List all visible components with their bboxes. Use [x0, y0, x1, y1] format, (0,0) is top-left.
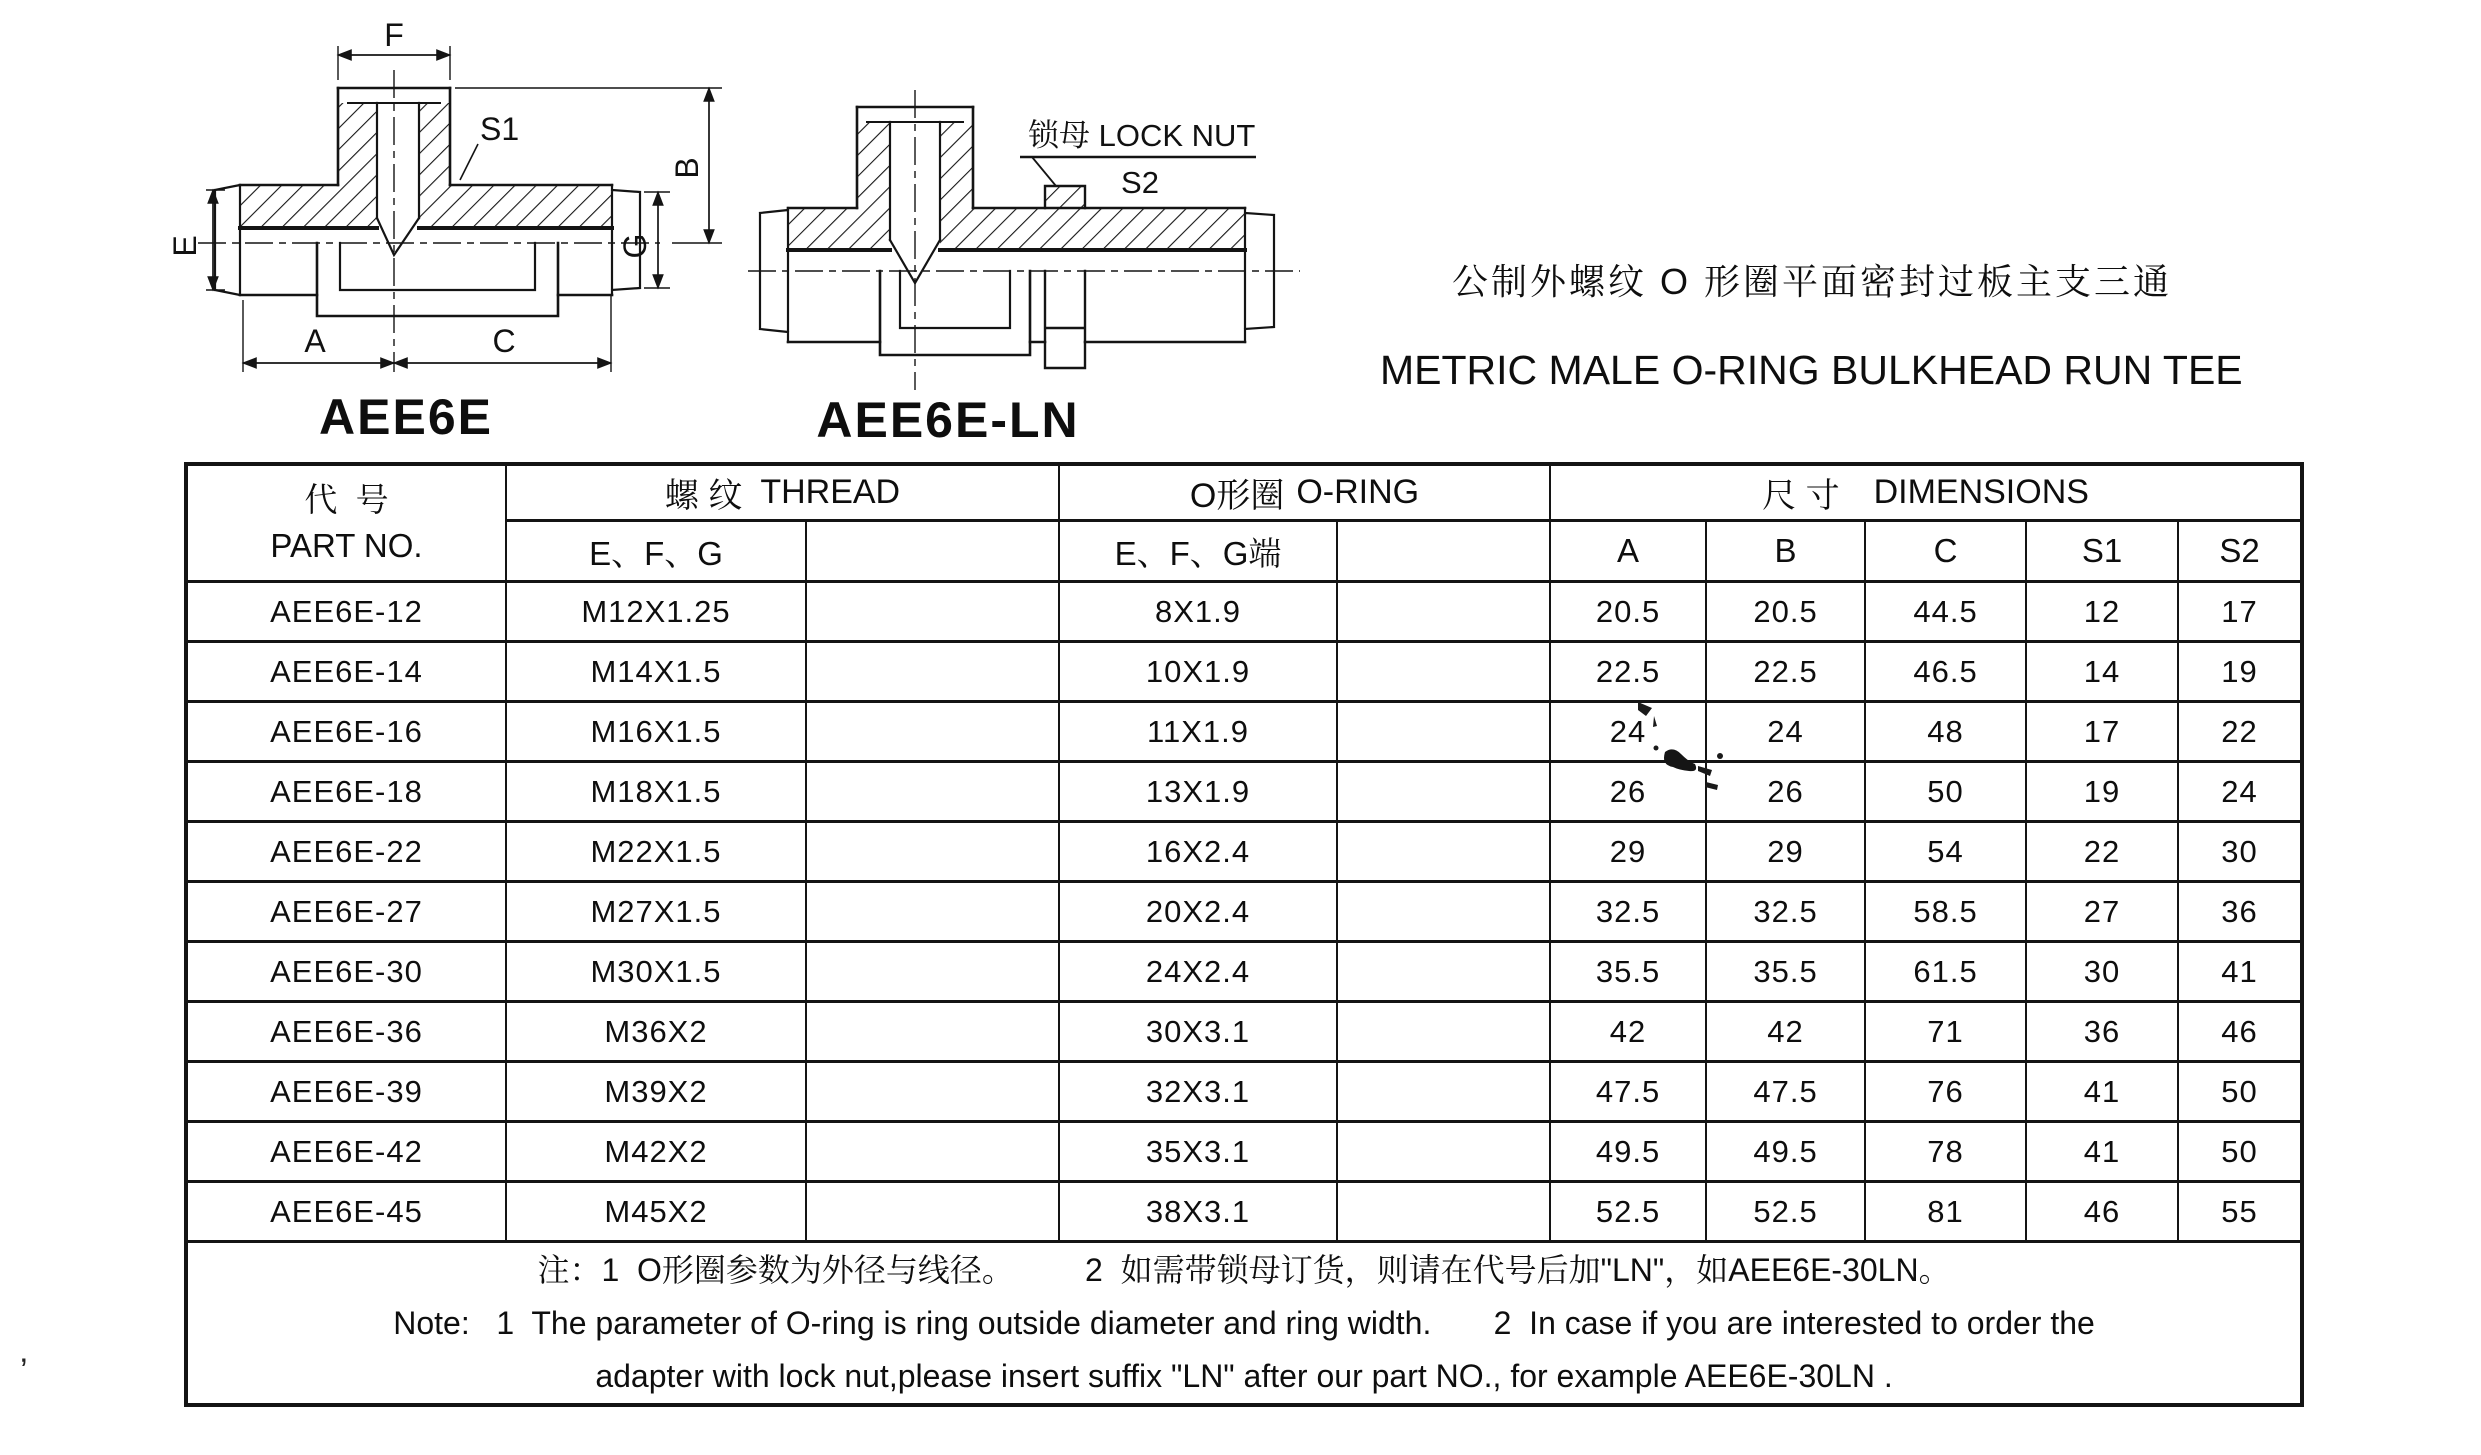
note-line-english-1: Note: 1 The parameter of O-ring is ring outside diameter and ring width. 2 In case if you are interested to order the [393, 1304, 2095, 1341]
dim-b-cell: 32.5 [1706, 882, 1865, 942]
dim-b-cell: 20.5 [1706, 582, 1865, 642]
oring-cell: 11X1.9 [1059, 702, 1337, 762]
product-title-chinese: 公制外螺纹 O 形圈平面密封过板主支三通 [1452, 261, 2173, 302]
scan-artifact-mark: ’ [20, 1352, 28, 1390]
dim-s2-cell: 41 [2178, 942, 2302, 1002]
dim-s1-cell: 41 [2026, 1062, 2178, 1122]
dim-c-cell: 54 [1865, 822, 2026, 882]
lock-nut-hatch [1045, 186, 1085, 208]
note-line-chinese: 注：1 O形圈参数为外径与线径。 2 如需带锁母订货，则请在代号后加"LN"，如AEE6E-30LN。 [537, 1251, 1951, 1288]
dim-c-cell: 46.5 [1865, 642, 2026, 702]
thread-cell: M42X2 [506, 1122, 806, 1182]
thread-empty-cell [806, 1182, 1059, 1242]
table-row [186, 1122, 2302, 1182]
note-line-english-2: adapter with lock nut,please insert suffix "LN" after our part NO., for example AEE6E-30LN . [595, 1357, 1893, 1394]
lock-nut-label: 锁母 LOCK NUT [1028, 118, 1256, 153]
dim-label-g: G [617, 233, 653, 259]
oring-cell: 35X3.1 [1059, 1122, 1337, 1182]
header-dimensions-zh: 尺 寸 [1762, 477, 1840, 515]
dim-s2-cell: 22 [2178, 702, 2302, 762]
part-no-cell: AEE6E-42 [186, 1122, 506, 1182]
dim-a-cell: 24 [1550, 702, 1706, 762]
dim-s1-cell: 14 [2026, 642, 2178, 702]
thread-empty-cell [806, 582, 1059, 642]
dim-a-cell: 26 [1550, 762, 1706, 822]
dim-a-cell: 32.5 [1550, 882, 1706, 942]
oring-cell: 32X3.1 [1059, 1062, 1337, 1122]
header-thread-en: THREAD [760, 473, 901, 511]
section-hatch-left [788, 122, 890, 250]
thread-cell: M12X1.25 [506, 582, 806, 642]
header-oring-sub: E、F、G端 [1059, 521, 1337, 582]
thread-empty-cell [806, 642, 1059, 702]
header-dimensions-en: DIMENSIONS [1873, 473, 2089, 511]
oring-empty-cell [1337, 642, 1550, 702]
oring-empty-cell [1337, 1182, 1550, 1242]
thread-cell: M14X1.5 [506, 642, 806, 702]
scan-ink-smudge [1610, 690, 1740, 800]
dim-a-cell: 49.5 [1550, 1122, 1706, 1182]
part-no-cell: AEE6E-12 [186, 582, 506, 642]
note-cell [186, 1242, 2302, 1406]
spec-table-body [186, 582, 2302, 1242]
dim-a-cell: 42 [1550, 1002, 1706, 1062]
header-thread-zh: 螺 纹 [664, 477, 743, 515]
product-title-english: METRIC MALE O-RING BULKHEAD RUN TEE [1380, 347, 2243, 393]
oring-cell: 24X2.4 [1059, 942, 1337, 1002]
thread-empty-cell [806, 1062, 1059, 1122]
part-no-cell: AEE6E-18 [186, 762, 506, 822]
header-dim-s2: S2 [2178, 521, 2302, 582]
dim-s2-cell: 24 [2178, 762, 2302, 822]
part-no-cell: AEE6E-39 [186, 1062, 506, 1122]
dim-s1-cell: 41 [2026, 1122, 2178, 1182]
dim-a-cell: 29 [1550, 822, 1706, 882]
dim-s2-cell: 55 [2178, 1182, 2302, 1242]
dim-b-cell: 24 [1706, 702, 1865, 762]
part-no-cell: AEE6E-45 [186, 1182, 506, 1242]
dim-b-cell: 22.5 [1706, 642, 1865, 702]
dim-label-b: B [669, 157, 705, 179]
oring-empty-cell [1337, 882, 1550, 942]
part-no-cell: AEE6E-30 [186, 942, 506, 1002]
thread-empty-cell [806, 942, 1059, 1002]
dim-b-cell: 52.5 [1706, 1182, 1865, 1242]
table-row [186, 702, 2302, 762]
technical-drawing-aee6e [130, 18, 790, 418]
lock-nut-leader-line [1032, 157, 1056, 186]
dim-c-cell: 78 [1865, 1122, 2026, 1182]
dim-b-cell: 29 [1706, 822, 1865, 882]
figure-caption-aee6e: AEE6E [319, 389, 493, 445]
header-oring [1059, 464, 1550, 521]
dim-b-cell: 35.5 [1706, 942, 1865, 1002]
thread-cell: M30X1.5 [506, 942, 806, 1002]
table-row [186, 942, 2302, 1002]
header-dimensions [1550, 464, 2302, 521]
oring-cell: 38X3.1 [1059, 1182, 1337, 1242]
dim-c-cell: 50 [1865, 762, 2026, 822]
thread-empty-cell [806, 1002, 1059, 1062]
dim-s2-cell: 36 [2178, 882, 2302, 942]
thread-empty-cell [806, 762, 1059, 822]
oring-cell: 13X1.9 [1059, 762, 1337, 822]
technical-drawing-aee6e-ln [740, 60, 1340, 430]
oring-empty-cell [1337, 582, 1550, 642]
dim-b-cell: 42 [1706, 1002, 1865, 1062]
header-thread-empty [806, 521, 1059, 582]
oring-empty-cell [1337, 1002, 1550, 1062]
header-part-no [186, 464, 506, 582]
dim-a-cell: 22.5 [1550, 642, 1706, 702]
thread-empty-cell [806, 882, 1059, 942]
dim-s1-cell: 22 [2026, 822, 2178, 882]
dim-label-e: E [167, 235, 203, 257]
oring-empty-cell [1337, 1122, 1550, 1182]
dim-c-cell: 48 [1865, 702, 2026, 762]
dim-b-cell: 26 [1706, 762, 1865, 822]
dim-c-cell: 58.5 [1865, 882, 2026, 942]
dim-s2-cell: 50 [2178, 1122, 2302, 1182]
thread-cell: M45X2 [506, 1182, 806, 1242]
header-dim-a: A [1550, 521, 1706, 582]
part-no-cell: AEE6E-36 [186, 1002, 506, 1062]
thread-cell: M27X1.5 [506, 882, 806, 942]
thread-empty-cell [806, 702, 1059, 762]
dim-s1-cell: 19 [2026, 762, 2178, 822]
dim-label-a: A [304, 323, 326, 359]
thread-empty-cell [806, 1122, 1059, 1182]
section-hatch-left [240, 103, 377, 228]
dim-c-cell: 61.5 [1865, 942, 2026, 1002]
header-oring-en: O-RING [1296, 473, 1420, 511]
dim-b-cell: 49.5 [1706, 1122, 1865, 1182]
header-thread-sub: E、F、G [506, 521, 806, 582]
dim-c-cell: 81 [1865, 1182, 2026, 1242]
part-no-cell: AEE6E-16 [186, 702, 506, 762]
oring-cell: 20X2.4 [1059, 882, 1337, 942]
thread-cell: M16X1.5 [506, 702, 806, 762]
dim-s1-cell: 36 [2026, 1002, 2178, 1062]
oring-cell: 16X2.4 [1059, 822, 1337, 882]
figure-caption-aee6e-ln: AEE6E-LN [816, 392, 1080, 448]
dim-s2-cell: 30 [2178, 822, 2302, 882]
oring-empty-cell [1337, 702, 1550, 762]
dim-s2-cell: 50 [2178, 1062, 2302, 1122]
dim-s2-cell: 19 [2178, 642, 2302, 702]
dim-s2-cell: 46 [2178, 1002, 2302, 1062]
dim-label-s2: S2 [1121, 165, 1159, 200]
header-dim-c: C [1865, 521, 2026, 582]
table-row [186, 822, 2302, 882]
table-row [186, 762, 2302, 822]
dim-a-cell: 52.5 [1550, 1182, 1706, 1242]
dim-s1-cell: 46 [2026, 1182, 2178, 1242]
oring-cell: 30X3.1 [1059, 1002, 1337, 1062]
dim-s1-cell: 27 [2026, 882, 2178, 942]
part-no-cell: AEE6E-14 [186, 642, 506, 702]
part-no-cell: AEE6E-27 [186, 882, 506, 942]
dim-s1-cell: 17 [2026, 702, 2178, 762]
dim-b-cell: 47.5 [1706, 1062, 1865, 1122]
table-row [186, 1182, 2302, 1242]
header-oring-empty [1337, 521, 1550, 582]
dim-a-cell: 47.5 [1550, 1062, 1706, 1122]
thread-empty-cell [806, 822, 1059, 882]
header-dim-s1: S1 [2026, 521, 2178, 582]
thread-cell: M36X2 [506, 1002, 806, 1062]
oring-empty-cell [1337, 822, 1550, 882]
part-no-cell: AEE6E-22 [186, 822, 506, 882]
dim-s2-cell: 17 [2178, 582, 2302, 642]
thread-cell: M22X1.5 [506, 822, 806, 882]
header-part-no-zh: 代 号 [304, 481, 389, 518]
oring-empty-cell [1337, 942, 1550, 1002]
header-oring-zh: O形圈 [1189, 477, 1285, 515]
oring-empty-cell [1337, 762, 1550, 822]
table-row [186, 882, 2302, 942]
table-row [186, 582, 2302, 642]
dim-c-cell: 76 [1865, 1062, 2026, 1122]
dim-label-s1: S1 [480, 111, 520, 147]
thread-cell: M39X2 [506, 1062, 806, 1122]
dim-a-cell: 20.5 [1550, 582, 1706, 642]
dim-label-f: F [384, 18, 404, 53]
table-row [186, 642, 2302, 702]
oring-empty-cell [1337, 1062, 1550, 1122]
dim-label-c: C [492, 323, 516, 359]
dim-c-cell: 44.5 [1865, 582, 2026, 642]
oring-cell: 8X1.9 [1059, 582, 1337, 642]
table-row [186, 1002, 2302, 1062]
header-thread [506, 464, 1059, 521]
oring-cell: 10X1.9 [1059, 642, 1337, 702]
header-dim-b: B [1706, 521, 1865, 582]
dim-a-cell: 35.5 [1550, 942, 1706, 1002]
spec-table [184, 462, 2304, 1407]
thread-cell: M18X1.5 [506, 762, 806, 822]
dim-c-cell: 71 [1865, 1002, 2026, 1062]
dim-s1-cell: 12 [2026, 582, 2178, 642]
header-part-no-en: PART NO. [270, 527, 423, 564]
table-row [186, 1062, 2302, 1122]
dim-s1-cell: 30 [2026, 942, 2178, 1002]
